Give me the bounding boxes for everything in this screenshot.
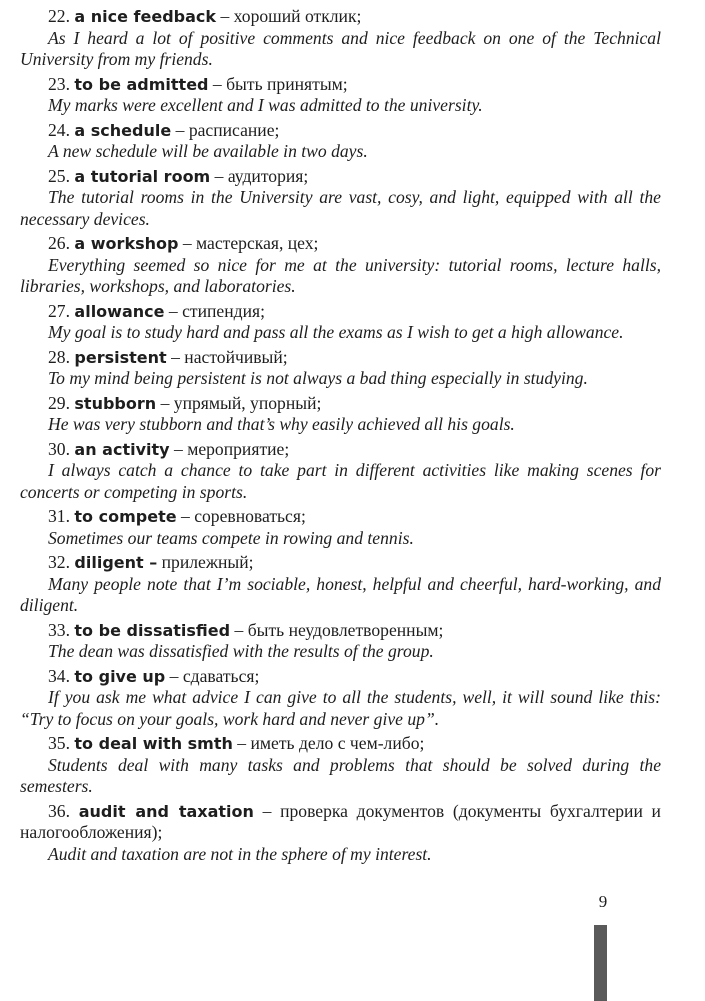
entry-number: 30. — [48, 438, 70, 459]
entry-dash: – — [214, 165, 224, 186]
vocab-entry-26 — [20, 233, 661, 298]
entry-translation: расписание; — [188, 119, 280, 140]
entry-term: to be dissatisfied — [74, 620, 231, 640]
entry-translation: иметь дело с чем-либо; — [250, 733, 425, 753]
entry-example: My goal is to study hard and pass all the exams as I wish to get a high allowance. — [48, 322, 624, 342]
vocab-entry-32 — [20, 552, 661, 617]
entry-heading — [20, 393, 661, 415]
entry-number: 35. — [48, 733, 70, 753]
entry-example: He was very stubborn and that’s why easily achieved all his goals. — [48, 414, 515, 434]
entry-term: allowance — [74, 301, 165, 321]
entry-number: 25. — [48, 165, 70, 186]
entry-term: an activity — [74, 439, 170, 459]
entry-term: a schedule — [74, 120, 172, 140]
entry-translation: мероприятие; — [187, 438, 290, 459]
entry-dash: – — [237, 733, 247, 753]
entry-term: persistent — [74, 347, 167, 367]
entry-dash: – — [180, 506, 190, 526]
vocab-entry-36 — [20, 801, 661, 866]
entry-dash: – — [175, 119, 185, 140]
vocab-entry-25 — [20, 166, 661, 231]
vocab-entry-27 — [20, 301, 661, 344]
entry-heading — [20, 233, 661, 255]
entry-example: The dean was dissatisfied with the results of the group. — [48, 641, 434, 661]
vocab-entry-30 — [20, 439, 661, 504]
entry-translation: упрямый, упорный; — [173, 392, 322, 413]
entry-term: diligent – — [74, 553, 158, 572]
vocab-entry-24 — [20, 120, 661, 163]
entry-heading — [20, 120, 661, 142]
entry-number: 24. — [48, 119, 70, 140]
entry-term: audit and taxation — [78, 801, 254, 821]
entry-example: Everything seemed so nice for me at the university: tutorial rooms, lecture halls, libraries, workshops, and laboratories. — [20, 254, 661, 296]
entry-dash: – — [182, 233, 192, 253]
entry-example: As I heard a lot of positive comments and nice feedback on one of the Technical University from my friends. — [20, 27, 661, 69]
entry-term: a workshop — [74, 234, 179, 253]
entry-term: to give up — [74, 666, 166, 686]
entry-number: 28. — [48, 346, 70, 367]
entry-translation: проверка документов (документы бухгалтерии и налогообложения); — [20, 800, 661, 842]
entry-translation: мастерская, цех; — [196, 233, 319, 253]
entry-heading — [20, 552, 661, 574]
entry-example: I always catch a chance to take part in different activities like making scenes for concerts or competing in sports. — [20, 460, 661, 502]
entry-heading — [20, 166, 661, 188]
entry-dash: – — [262, 800, 272, 821]
entry-number: 36. — [48, 800, 70, 821]
entry-number: 23. — [48, 73, 70, 94]
vocabulary-list — [20, 6, 661, 868]
entry-term: stubborn — [74, 393, 157, 413]
vocab-entry-22 — [20, 6, 661, 71]
entry-dash: – — [160, 392, 170, 413]
entry-example: The tutorial rooms in the University are vast, cosy, and light, equipped with all the necessary devices. — [20, 187, 661, 229]
entry-heading — [20, 801, 661, 844]
entry-example: Students deal with many tasks and problems that should be solved during the semesters. — [20, 754, 661, 796]
entry-translation: быть неудовлетворенным; — [247, 619, 444, 640]
entry-heading — [20, 620, 661, 642]
entry-dash: – — [168, 300, 178, 321]
entry-term: to be admitted — [74, 74, 209, 94]
entry-heading — [20, 506, 661, 528]
entry-dash: – — [212, 73, 222, 94]
entry-heading — [20, 347, 661, 369]
entry-number: 33. — [48, 619, 70, 640]
vocab-entry-34 — [20, 666, 661, 731]
entry-translation: соревноваться; — [194, 506, 306, 526]
entry-term: a nice feedback — [74, 7, 217, 26]
entry-translation: настойчивый; — [184, 346, 288, 367]
entry-translation: стипендия; — [182, 300, 265, 321]
entry-dash: – — [169, 665, 179, 686]
entry-number: 31. — [48, 506, 70, 526]
vocab-entry-29 — [20, 393, 661, 436]
entry-number: 22. — [48, 6, 70, 26]
entry-translation: аудитория; — [227, 165, 309, 186]
vocab-entry-31 — [20, 506, 661, 549]
entry-term: a tutorial room — [74, 166, 211, 186]
entry-example: Audit and taxation are not in the sphere of my interest. — [48, 843, 432, 864]
entry-term: to compete — [74, 507, 177, 526]
entry-translation: хороший отклик; — [233, 6, 362, 26]
entry-heading — [20, 666, 661, 688]
entry-example: To my mind being persistent is not always a bad thing especially in studying. — [48, 368, 588, 388]
entry-term: to deal with smth — [74, 734, 233, 753]
page-number: 9 — [598, 892, 608, 911]
entry-dash: – — [220, 6, 230, 26]
entry-heading — [20, 6, 661, 28]
entry-translation: быть принятым; — [226, 73, 348, 94]
entry-dash: – — [171, 346, 180, 367]
entry-number: 32. — [48, 552, 70, 572]
entry-heading — [20, 301, 661, 323]
entry-number: 27. — [48, 300, 70, 321]
page-edge-marker — [594, 925, 607, 1001]
entry-example: Many people note that I’m sociable, honest, helpful and cheerful, hard-working, and diligent. — [20, 573, 661, 615]
entry-heading — [20, 733, 661, 755]
vocab-entry-35 — [20, 733, 661, 798]
entry-example: If you ask me what advice I can give to all the students, well, it will sound like this: “Try to focus on your goals, work hard and never give up”. — [20, 687, 661, 729]
entry-heading — [20, 74, 661, 96]
entry-number: 34. — [48, 665, 70, 686]
entry-example: My marks were excellent and I was admitted to the university. — [48, 95, 483, 115]
entry-number: 26. — [48, 233, 70, 253]
entry-example: A new schedule will be available in two days. — [48, 141, 368, 161]
vocab-entry-33 — [20, 620, 661, 663]
entry-dash: – — [234, 619, 244, 640]
entry-example: Sometimes our teams compete in rowing and tennis. — [48, 527, 414, 548]
entry-translation: прилежный; — [161, 552, 254, 572]
vocab-entry-23 — [20, 74, 661, 117]
entry-translation: сдаваться; — [182, 665, 260, 686]
vocab-entry-28 — [20, 347, 661, 390]
entry-dash: – — [173, 438, 183, 459]
entry-number: 29. — [48, 392, 70, 413]
entry-heading — [20, 439, 661, 461]
